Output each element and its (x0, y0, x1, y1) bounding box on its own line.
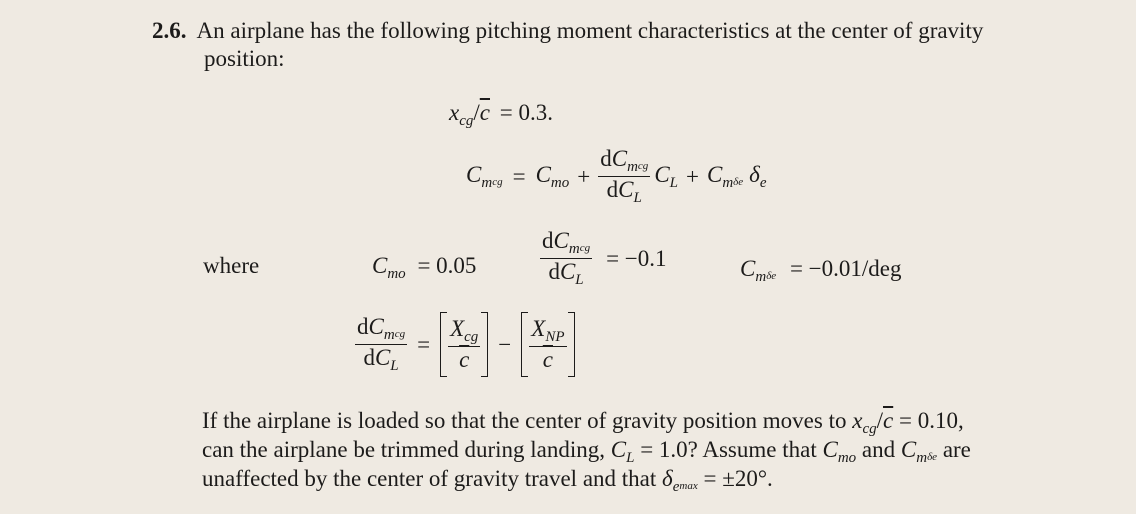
bracket-xcg: $\frac{X_{cg}}{c}$ (440, 316, 488, 373)
fraction-dcm-dcl-2: $\frac{dC_mcg}{dC_L}$ (542, 228, 591, 288)
question-line3-b: = ±20°. (703, 466, 773, 491)
question-line2-a: can the airplane be trimmed during landing, (202, 437, 606, 462)
eq2-plus2: + (686, 163, 699, 189)
dcm-definition (540, 228, 667, 289)
question-line2-b: = 1.0? Assume that (640, 437, 817, 462)
eq4-minus: − (498, 331, 512, 357)
equation-cg-position: $x_{cg}/\overline{c} = 0.3$. (449, 100, 553, 129)
dcm-value: = −0.1 (606, 245, 667, 271)
question-line1-b: = 0.10, (898, 408, 964, 433)
problem-intro-line1: An airplane has the following pitching moment characteristics at the center of gravity (196, 18, 984, 43)
equation-static-margin (355, 314, 575, 375)
fraction-dcm-dcl-3: $\frac{dC_mcg}{dC_L}$ (357, 314, 406, 374)
question-line2: can the airplane be trimmed during landing, $C_L = 1.0$? Assume that $C_{mo}$ and $C_m\delta e$ are (202, 437, 971, 466)
eq4-equals: = (417, 331, 431, 357)
equation-moment: $C_mcg$ = $C_{mo}$ + $\frac{dC_mcg}{dC_L}$ $C_L$ + $C_m\delta e$ $\delta_e$ (466, 146, 767, 206)
question-line3-a: unaffected by the center of gravity travel and that (202, 466, 657, 491)
problem-intro-line2: position: (204, 46, 285, 71)
bracket-xnp: $\frac{X_{NP}}{c}$ (521, 316, 574, 373)
question-line1-a: If the airplane is loaded so that the center of gravity position moves to (202, 408, 847, 433)
question-line2-d: are (942, 437, 971, 462)
problem-statement (152, 18, 983, 44)
question-line1: If the airplane is loaded so that the center of gravity position moves to $x_{cg}/\overline{c} = 0.10$, (202, 408, 964, 437)
problem-number: 2.6. (152, 18, 187, 43)
cmo-value: = 0.05 (417, 253, 477, 278)
cmde-definition: $C_m\delta e = -0.01/deg$ (740, 256, 902, 285)
eq2-equals: = (512, 163, 526, 189)
cmde-value: = −0.01/deg (789, 256, 902, 281)
fraction-dcm-dcl: $\frac{dC_mcg}{dC_L}$ (600, 146, 649, 206)
where-label: where (203, 253, 260, 278)
eq1-value: = 0.3. (499, 100, 553, 125)
cmo-definition: $C_{mo} = 0.05$ (372, 253, 477, 282)
question-line2-c: and (861, 437, 896, 462)
question-line3: unaffected by the center of gravity travel and that $\delta_e\max = \pm 20^\circ$. (202, 466, 773, 495)
eq2-plus1: + (577, 163, 591, 189)
